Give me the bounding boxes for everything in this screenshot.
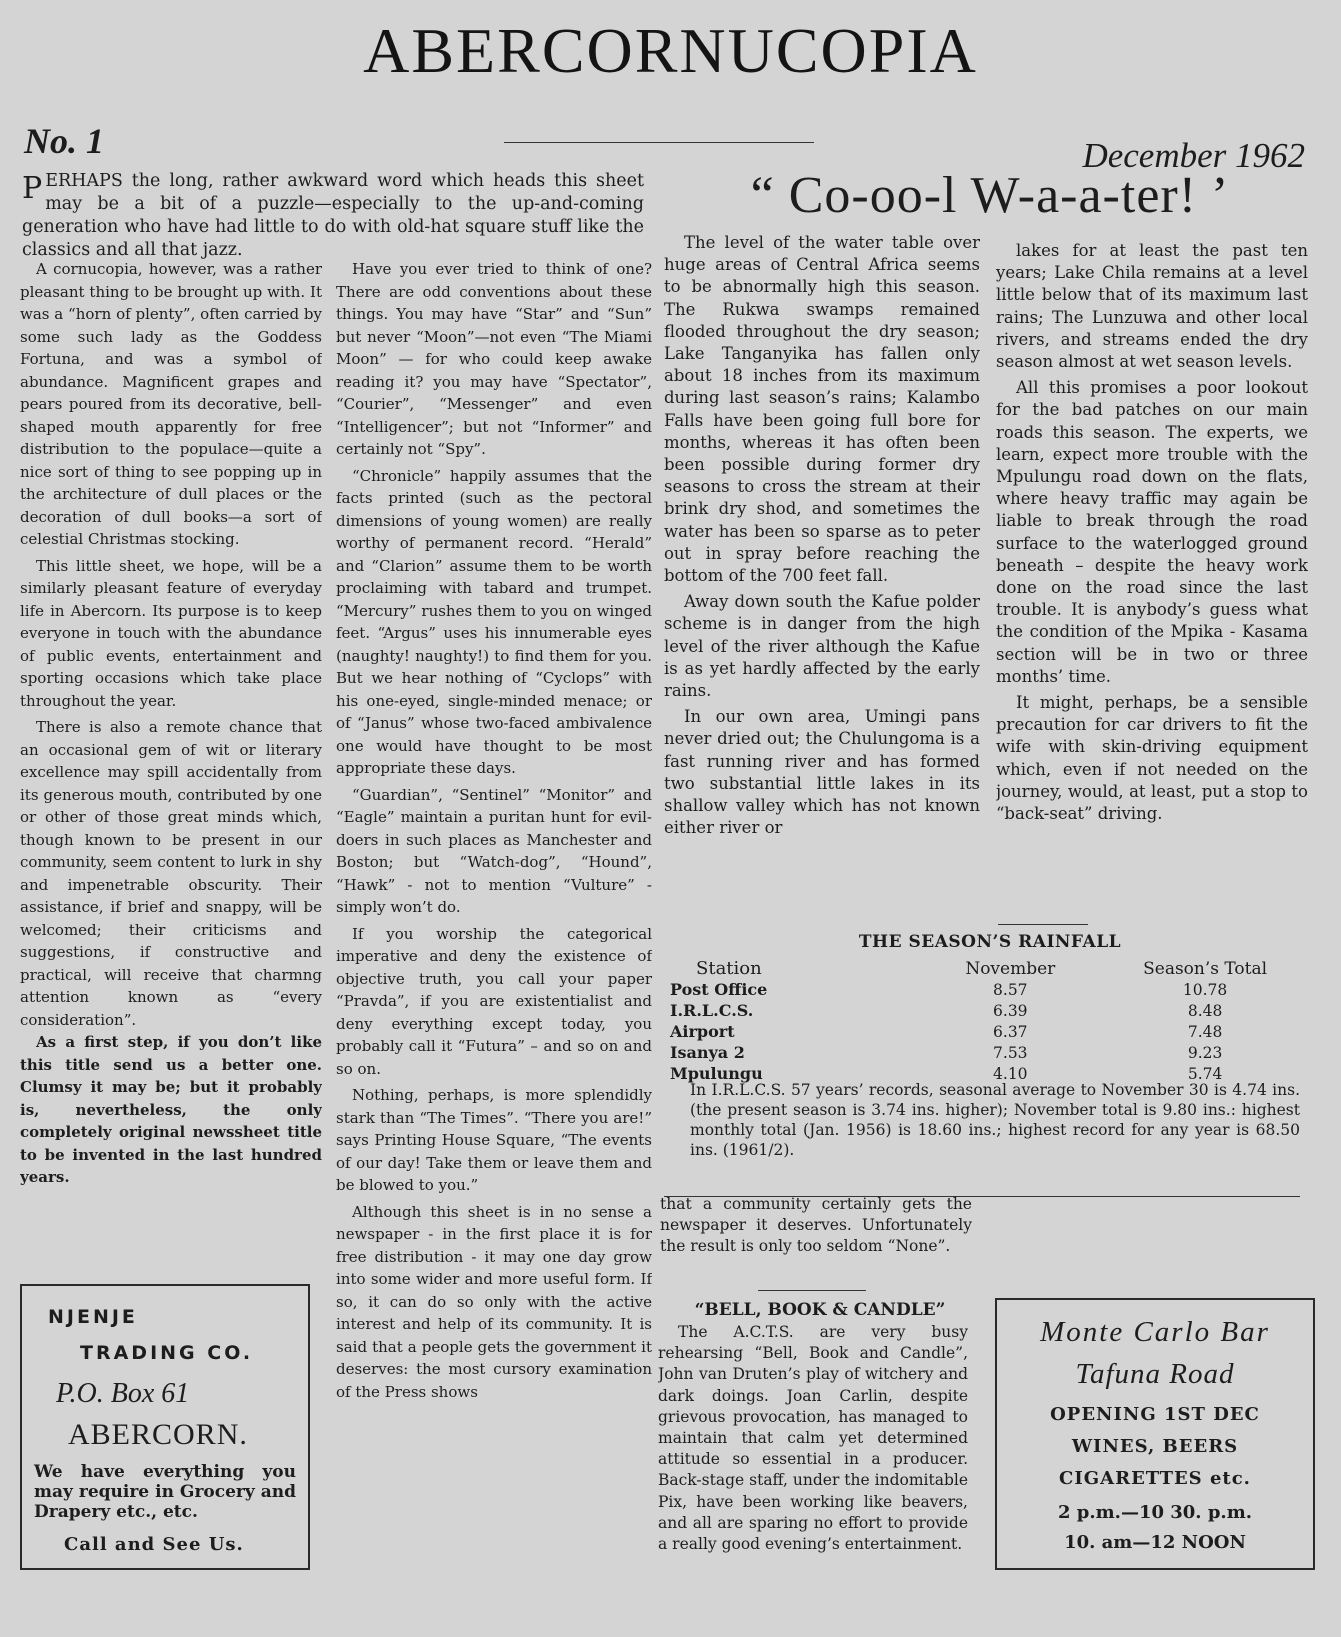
bell-text: The A.C.T.S. are very busy rehearsing “Bell, Book and Candle”, John van Druten’s play of witchery and dark doings. Joan Carlin, despite grievous provocation, has managed to maintain that calm yet determined attitude so essential in a producer. Back-stage staff, under the indomitable Pix, have been working like beavers, and all are sparing no effort to provide a really good evening’s entertainment.	[658, 1323, 968, 1554]
total-cell: 8.48	[1187, 1001, 1223, 1020]
ad-company-type: TRADING CO.	[80, 1342, 254, 1364]
november-cell: 6.37	[993, 1022, 1028, 1041]
ad-opening: OPENING 1ST DEC	[1050, 1404, 1260, 1425]
bell-title: “BELL, BOOK & CANDLE”	[694, 1300, 946, 1320]
article-paragraph: Away down south the Kafue polder scheme is in danger from the high level of the river although the Kafue is as yet hardly affected by the early rains.	[664, 592, 980, 701]
lead-paragraph	[22, 170, 644, 262]
short-rule	[758, 1290, 866, 1291]
november-cell: 8.57	[993, 980, 1028, 999]
ad-road: Tafuna Road	[1075, 1358, 1235, 1390]
station-cell: Airport	[670, 1022, 735, 1041]
station-cell: Post Office	[670, 980, 768, 999]
station-cell: I.R.L.C.S.	[670, 1001, 754, 1020]
table-row	[670, 979, 1310, 1000]
article-paragraph: If you worship the categorical imperative and deny the existence of objective truth, you call your paper “Pravda”, if you are existentialist and deny everything except today, you probably call it “Futura” – and so on and so on.	[336, 924, 652, 1078]
article-paragraph: It might, perhaps, be a sensible precaution for car drivers to fit the wife with skin-driving equipment which, even if not needed on the journey, would, at least, put a stop to “back-seat” driving.	[996, 693, 1308, 824]
ad-body: We have everything you may require in Grocery and Drapery etc., etc.	[34, 1462, 296, 1522]
lead-text: ERHAPS the long, rather awkward word which heads this sheet may be a bit of a puzzle—especially to the up-and-coming generation who have had little to do with old-hat square stuff like the classics and all that jazz.	[22, 171, 644, 260]
continuation	[660, 1194, 972, 1278]
header-november: November	[965, 958, 1056, 979]
rainfall-table	[670, 958, 1310, 1084]
total-cell: 7.48	[1187, 1022, 1223, 1041]
article-paragraph: The level of the water table over huge areas of Central Africa seems to be abnormally high this season. The Rukwa swamps remained flooded throughout the dry season; Lake Tanganyika has fallen only about 18 inches from its maximum during last season’s rains; Kalambo Falls have been going full bore for months, whereas it has often been been possible during former dry seasons to cross the stream at their brink dry shod, and sometimes the water has been so sparse as to peter out in spray before reaching the bottom of the 700 feet fall.	[664, 233, 980, 586]
article-paragraph: This little sheet, we hope, will be a similarly pleasant feature of everyday life in Abercorn. Its purpose is to keep everyone in touch with the abundance of public events, entertainment and sporting occasions which take place throughout the year.	[20, 556, 322, 710]
rainfall-note	[690, 1080, 1300, 1160]
water-end-rule	[998, 924, 1088, 925]
rainfall-note-text: In I.R.L.C.S. 57 years’ records, seasonal average to November 30 is 4.74 ins. (the present season is 3.74 ins. higher); November total is 9.80 ins.: highest monthly total (Jan. 1956) is 18.60 ins.; highest record for any year is 68.50 ins. (1961/2).	[690, 1081, 1300, 1159]
ad-town: ABERCORN.	[68, 1418, 248, 1451]
total-cell: 9.23	[1187, 1043, 1223, 1062]
article-paragraph: Nothing, perhaps, is more splendidly stark than “The Times”. “There you are!” says Printing House Square, “The events of our day! Take them or leave them and be blowed to you.”	[336, 1086, 652, 1194]
water-column-3	[664, 232, 980, 908]
issue-date: December 1962	[1082, 136, 1305, 175]
november-cell: 7.53	[993, 1043, 1028, 1062]
article-paragraph: “Chronicle” happily assumes that the facts printed (such as the pectoral dimensions of young women) are really worthy of permanent record. “Herald” and “Clarion” assume them to be worth proclaiming with tabard and trumpet. “Mercury” rushes them to you on winged feet. “Argus” uses his innumerable eyes (naughty! naughty!) to find them for you. But we hear nothing of “Cyclops” with his one-eyed, single-minded menace; or of “Janus” whose two-faced ambivalence one would have thought to be most appropriate these days.	[336, 466, 652, 777]
article-paragraph: “Guardian”, “Sentinel” “Monitor” and “Eagle” maintain a puritan hunt for evil-doers in such places as Manchester and Boston; but “Watch-dog”, “Hound”, “Hawk” - not to mention “Vulture” - simply won’t do.	[336, 785, 652, 916]
article-paragraph: lakes for at least the past ten years; Lake Chila remains at a level little below that of its maximum last rains; The Lunzuwa and other local rivers, and streams ended the dry season almost at wet season levels.	[996, 241, 1308, 372]
drop-cap: P	[22, 171, 43, 206]
bold-appeal	[20, 1031, 322, 1189]
bell-article	[658, 1322, 968, 1592]
article-paragraph: Although this sheet is in no sense a newspaper - in the first place it is for free distribution - it may one day grow into some wider and more useful form. If so, it can do so only with the active interest and help of its community. It is said that a people gets the government it deserves: the most cursory examination of the Press shows	[336, 1202, 652, 1401]
ad-hours-2: 10. am—12 NOON	[1064, 1532, 1246, 1553]
station-cell: Mpulungu	[670, 1064, 763, 1083]
ad-po-box: P.O. Box 61	[56, 1378, 190, 1409]
water-column-4	[996, 240, 1308, 908]
ad-cigarettes: CIGARETTES etc.	[1059, 1468, 1251, 1489]
njenje-advert	[20, 1284, 310, 1570]
masthead-rule	[504, 142, 814, 143]
total-cell: 5.74	[1187, 1064, 1223, 1083]
issue-number: No. 1	[24, 121, 104, 161]
article-paragraph: In our own area, Umingi pans never dried out; the Chulungoma is a fast running river and has formed two substantial little lakes in its shallow valley which has not known either river or	[664, 707, 980, 838]
ad-bar-name: Monte Carlo Bar	[1040, 1316, 1270, 1348]
continuation-text: that a community certainly gets the newspaper it deserves. Unfortunately the result is only too seldom “None”.	[660, 1195, 972, 1255]
article-paragraph: As a first step, if you don’t like this title send us a better one. Clumsy it may be; but it probably is, nevertheless, the only completely original newssheet title to be invented in the last hundred years.	[20, 1033, 322, 1186]
header-total: Season’s Total	[1143, 958, 1268, 979]
article-paragraph: Have you ever tried to think of one? There are odd conventions about these things. You may have “Star” and “Sun” but never “Moon”—not even “The Miami Moon” — for who could keep awake reading it? you may have “Spectator”, “Courier”, “Messenger” and even “Intelligencer”; but not “Informer” and certainly not “Spy”.	[336, 260, 652, 458]
masthead-title: ABERCORNUCOPIA	[363, 15, 978, 86]
ad-hours-1: 2 p.m.—10 30. p.m.	[1057, 1502, 1253, 1523]
table-row	[670, 1021, 1310, 1042]
monte-carlo-advert	[995, 1298, 1315, 1570]
rainfall-grid	[670, 958, 1310, 1084]
table-row	[670, 1042, 1310, 1063]
station-cell: Isanya 2	[670, 1043, 745, 1062]
article-paragraph: There is also a remote chance that an occasional gem of wit or literary excellence may spill accidentally from its generous mouth, contributed by one or other of those great minds which, though known to be present in our community, seem content to lurk in shy and impenetrable obscurity. Their assistance, if brief and snappy, will be welcomed; their criticisms and suggestions, if constructive and practical, will receive that charmng attention known as “every consideration”.	[20, 718, 322, 1029]
header-station: Station	[696, 958, 762, 979]
november-cell: 4.10	[993, 1064, 1028, 1083]
ad-company-name: NJENJE	[48, 1306, 138, 1328]
column-2	[336, 258, 652, 1592]
total-cell: 10.78	[1182, 980, 1228, 999]
november-cell: 6.39	[993, 1001, 1028, 1020]
column-1	[20, 258, 322, 1270]
water-headline: “ Co-oo-l W-a-a-ter! ’	[750, 167, 1230, 224]
article-paragraph: A cornucopia, however, was a rather pleasant thing to be brought up with. It was a “horn of plenty”, often carried by some such lady as the Goddess Fortuna, and was a symbol of abundance. Magnificent grapes and pears poured from its decorative, bell-shaped mouth apparently for free distribution to the populace—quite a nice sort of thing to see popping up in the architecture of dull places or the decoration of dull books—a sort of celestial Christmas stocking.	[20, 260, 322, 548]
ad-call: Call and See Us.	[64, 1534, 244, 1555]
table-row	[670, 1000, 1310, 1021]
ad-wines: WINES, BEERS	[1071, 1436, 1239, 1457]
article-paragraph: All this promises a poor lookout for the bad patches on our main roads this season. The experts, we learn, expect more trouble with the Mpulungu road down on the flats, where heavy traffic may again be liable to break through the road surface to the waterlogged ground beneath – despite the heavy work done on the road since the last trouble. It is anybody’s guess what the condition of the Mpika - Kasama section will be in two or three months’ time.	[996, 378, 1308, 686]
rainfall-title: THE SEASON’S RAINFALL	[858, 932, 1122, 952]
